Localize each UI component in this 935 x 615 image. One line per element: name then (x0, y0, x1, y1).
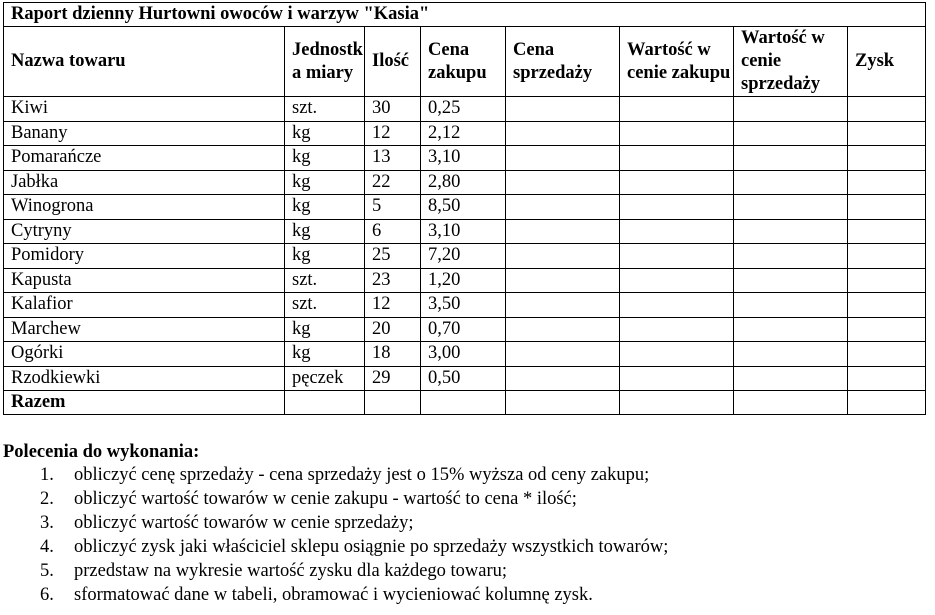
cell-qty: 18 (365, 342, 421, 367)
header-profit: Zysk (848, 27, 926, 97)
cell-name: Jabłka (4, 170, 285, 195)
table-cell (848, 219, 926, 244)
total-row (4, 391, 926, 415)
table-cell (734, 366, 848, 391)
header-value-buy: Wartość w cenie zakupu (620, 27, 734, 97)
cell-buy-price: 8,50 (421, 195, 506, 220)
table-cell (506, 366, 620, 391)
table-row (4, 97, 926, 122)
table-cell (506, 391, 620, 415)
instruction-item (3, 559, 923, 583)
table-row (4, 146, 926, 171)
cell-unit: kg (285, 195, 365, 220)
instruction-text: obliczyć wartość towarów w cenie zakupu - wartość to cena * ilość; (74, 489, 577, 509)
table-cell (848, 366, 926, 391)
cell-unit: kg (285, 342, 365, 367)
table-cell (620, 121, 734, 146)
table-cell (848, 121, 926, 146)
cell-buy-price: 0,25 (421, 97, 506, 122)
cell-unit: szt. (285, 268, 365, 293)
table-cell (848, 244, 926, 269)
table-cell (848, 293, 926, 318)
cell-unit: kg (285, 146, 365, 171)
instructions-heading: Polecenia do wykonania: (3, 442, 200, 462)
header-buy-price: Cena zakupu (421, 27, 506, 97)
instruction-item (3, 463, 923, 487)
table-cell (620, 195, 734, 220)
cell-name: Marchew (4, 317, 285, 342)
cell-name: Kiwi (4, 97, 285, 122)
cell-name: Cytryny (4, 219, 285, 244)
table-cell (620, 146, 734, 171)
cell-qty: 5 (365, 195, 421, 220)
cell-unit: szt. (285, 293, 365, 318)
table-cell (506, 146, 620, 171)
table-body (4, 97, 926, 391)
instruction-number: 6. (40, 585, 54, 605)
cell-qty: 12 (365, 121, 421, 146)
instruction-text: obliczyć zysk jaki właściciel sklepu osiągnie po sprzedaży wszystkich towarów; (74, 537, 669, 557)
table-row (4, 121, 926, 146)
table-cell (506, 195, 620, 220)
table-cell (848, 317, 926, 342)
cell-name: Banany (4, 121, 285, 146)
table-cell (620, 170, 734, 195)
cell-qty: 6 (365, 219, 421, 244)
header-qty: Ilość (365, 27, 421, 97)
table-cell (506, 293, 620, 318)
table-cell (848, 391, 926, 415)
instruction-number: 1. (40, 465, 54, 485)
cell-name: Kapusta (4, 268, 285, 293)
table-cell (620, 391, 734, 415)
cell-qty: 30 (365, 97, 421, 122)
instructions (3, 441, 923, 607)
table-cell (620, 366, 734, 391)
header-name: Nazwa towaru (4, 27, 285, 97)
cell-name: Kalafior (4, 293, 285, 318)
cell-buy-price: 2,80 (421, 170, 506, 195)
table-row (4, 195, 926, 220)
table-row (4, 366, 926, 391)
instruction-text: sformatować dane w tabeli, obramować i wycieniować kolumnę zysk. (74, 585, 593, 605)
table-cell (620, 219, 734, 244)
instruction-text: obliczyć wartość towarów w cenie sprzedaży; (74, 513, 414, 533)
table-cell (285, 391, 365, 415)
total-label: Razem (4, 391, 285, 415)
cell-qty: 22 (365, 170, 421, 195)
cell-unit: kg (285, 244, 365, 269)
cell-buy-price: 3,50 (421, 293, 506, 318)
table-cell (506, 170, 620, 195)
cell-unit: szt. (285, 97, 365, 122)
table-cell (620, 317, 734, 342)
cell-name: Ogórki (4, 342, 285, 367)
table-cell (734, 121, 848, 146)
instruction-item (3, 511, 923, 535)
header-row (4, 27, 926, 97)
header-unit: Jednostka miary (285, 27, 365, 97)
instruction-number: 2. (40, 489, 54, 509)
cell-buy-price: 3,10 (421, 219, 506, 244)
table-cell (848, 195, 926, 220)
cell-buy-price: 1,20 (421, 268, 506, 293)
table-cell (421, 391, 506, 415)
instruction-number: 3. (40, 513, 54, 533)
table-cell (734, 293, 848, 318)
table-cell (734, 244, 848, 269)
table-cell (734, 97, 848, 122)
cell-unit: kg (285, 170, 365, 195)
report-table (3, 2, 926, 415)
cell-name: Pomarańcze (4, 146, 285, 171)
instruction-item (3, 583, 923, 607)
cell-qty: 13 (365, 146, 421, 171)
cell-name: Pomidory (4, 244, 285, 269)
table-cell (734, 342, 848, 367)
instructions-list (3, 463, 923, 607)
table-cell (848, 268, 926, 293)
cell-qty: 20 (365, 317, 421, 342)
table-cell (506, 121, 620, 146)
cell-unit: kg (285, 317, 365, 342)
header-value-sell: Wartość w cenie sprzedaży (734, 27, 848, 97)
table-cell (734, 170, 848, 195)
table-cell (848, 342, 926, 367)
table-cell (620, 244, 734, 269)
table-cell (506, 317, 620, 342)
table-cell (734, 219, 848, 244)
table-row (4, 317, 926, 342)
table-cell (506, 342, 620, 367)
instruction-number: 5. (40, 561, 54, 581)
table-cell (620, 97, 734, 122)
instruction-item (3, 487, 923, 511)
cell-buy-price: 3,10 (421, 146, 506, 171)
table-row (4, 293, 926, 318)
table-row (4, 268, 926, 293)
cell-unit: kg (285, 219, 365, 244)
table-cell (734, 268, 848, 293)
table-cell (734, 317, 848, 342)
cell-name: Rzodkiewki (4, 366, 285, 391)
report-title: Raport dzienny Hurtowni owoców i warzyw "Kasia" (4, 3, 926, 27)
table-cell (506, 97, 620, 122)
table-cell (734, 146, 848, 171)
table-cell (848, 146, 926, 171)
table-cell (506, 219, 620, 244)
table-row (4, 244, 926, 269)
cell-qty: 29 (365, 366, 421, 391)
instruction-text: przedstaw na wykresie wartość zysku dla każdego towaru; (74, 561, 508, 581)
cell-qty: 23 (365, 268, 421, 293)
table-cell (506, 244, 620, 269)
cell-buy-price: 0,70 (421, 317, 506, 342)
instruction-text: obliczyć cenę sprzedaży - cena sprzedaży jest o 15% wyższa od ceny zakupu; (74, 465, 650, 485)
instruction-number: 4. (40, 537, 54, 557)
table-cell (620, 268, 734, 293)
table-cell (848, 97, 926, 122)
cell-qty: 12 (365, 293, 421, 318)
table-cell (620, 342, 734, 367)
table-cell (734, 195, 848, 220)
cell-buy-price: 3,00 (421, 342, 506, 367)
cell-unit: pęczek (285, 366, 365, 391)
table-row (4, 219, 926, 244)
cell-buy-price: 7,20 (421, 244, 506, 269)
cell-buy-price: 2,12 (421, 121, 506, 146)
cell-name: Winogrona (4, 195, 285, 220)
table-cell (620, 293, 734, 318)
cell-unit: kg (285, 121, 365, 146)
table-cell (506, 268, 620, 293)
cell-buy-price: 0,50 (421, 366, 506, 391)
instruction-item (3, 535, 923, 559)
table-row (4, 170, 926, 195)
cell-qty: 25 (365, 244, 421, 269)
table-cell (734, 391, 848, 415)
header-sell-price: Cena sprzedaży (506, 27, 620, 97)
table-cell (365, 391, 421, 415)
table-cell (848, 170, 926, 195)
table-row (4, 342, 926, 367)
